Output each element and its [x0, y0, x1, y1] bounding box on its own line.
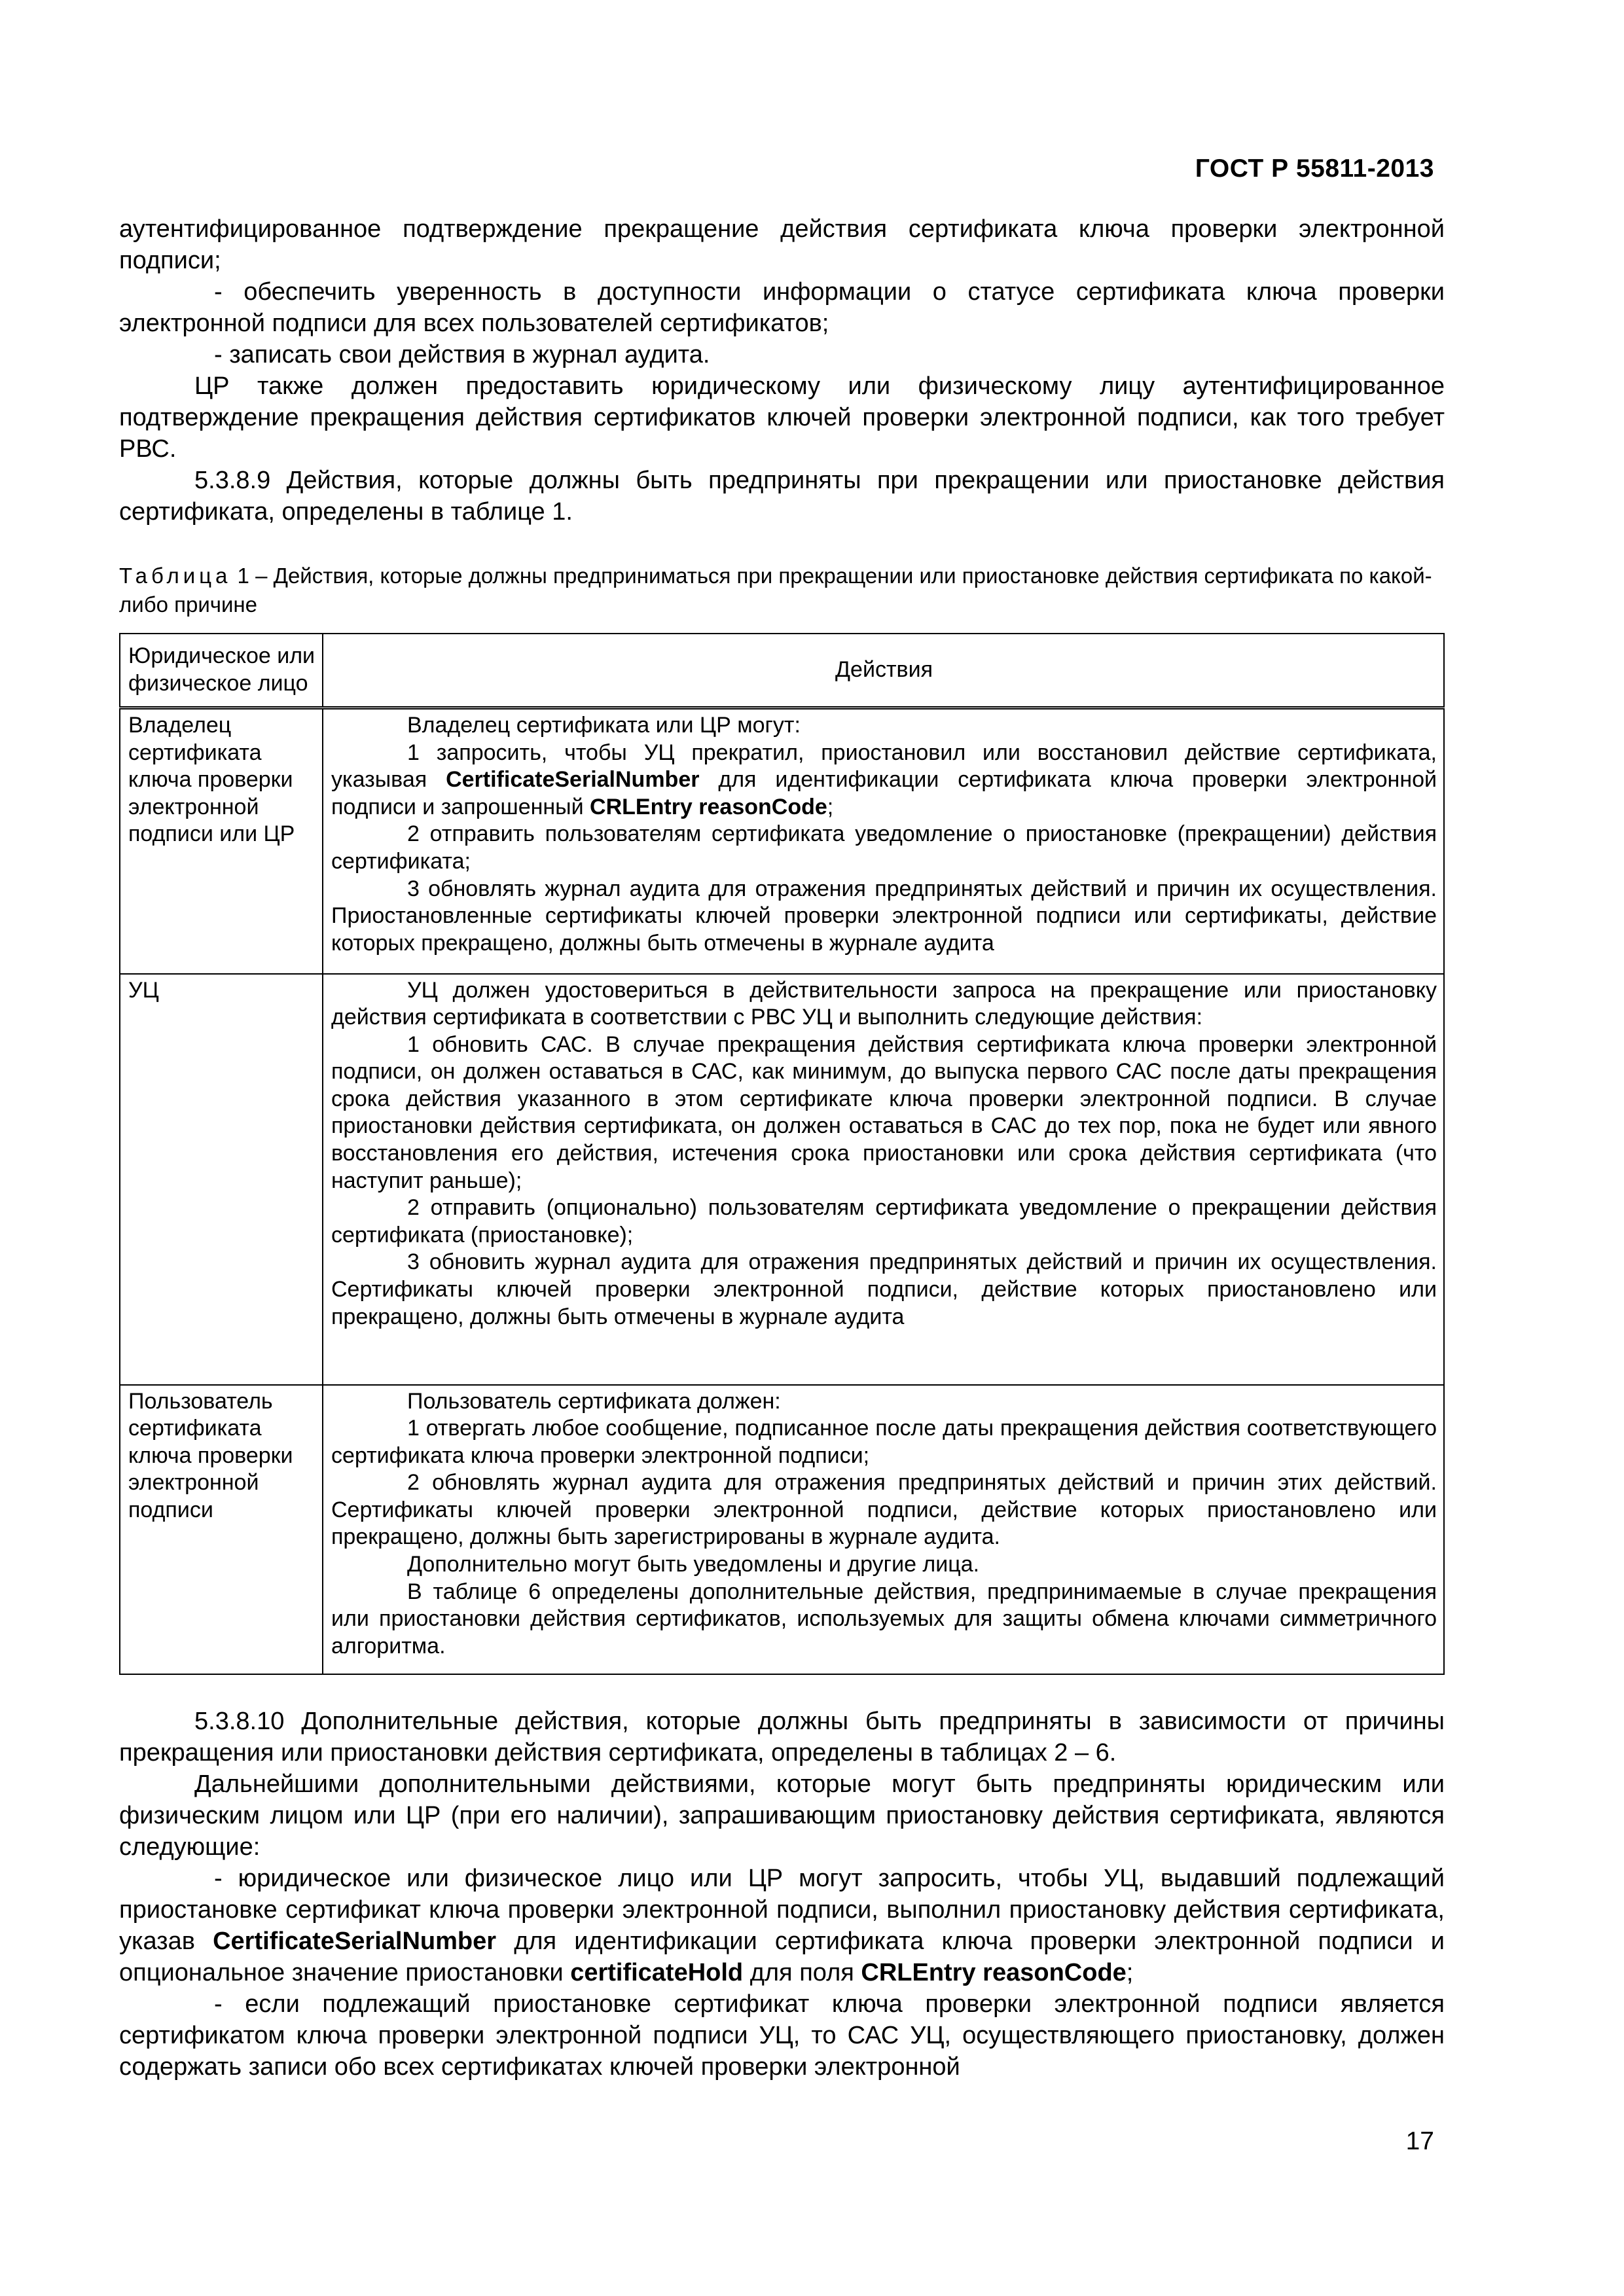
action-item: 1 обновить САС. В случае прекращения действия сертификата ключа проверки электронной подписи, он должен оставаться в САС, как минимум, до выпуска первого САС после даты прекращения срока действия указанного в этом сертификате ключа проверки электронной подписи. В случае приостановки действия сертификата, он должен оставаться в САС до тех пор, пока не будет или явного восстановления его действия, истечения срока приостановки или срока действия сертификата (что наступит раньше); [331, 1031, 1437, 1193]
action-item: В таблице 6 определены дополнительные действия, предпринимаемые в случае прекращения или приостановки действия сертификатов, используемых для защиты обмена ключами симметричного алгоритма. [331, 1579, 1437, 1659]
list-item: - если подлежащий приостановке сертификат ключа проверки электронной подписи является сертификатом ключа проверки электронной подписи УЦ, то САС УЦ, осуществляющего приостановку, должен содержать записи обо всех сертификатах ключей проверки электронной [119, 1990, 1445, 2081]
action-item: 1 запросить, чтобы УЦ прекратил, приостановил или восстановил действие сертификата, указывая CertificateSerialNumber для идентификации сертификата ключа проверки электронной подписи и запрошенный CRLEntry reasonCode; [331, 740, 1437, 819]
page-number: 17 [1405, 2127, 1434, 2155]
action-item: Дополнительно могут быть уведомлены и другие лица. [407, 1552, 980, 1577]
action-item: 3 обновлять журнал аудита для отражения предпринятых действий и причин их осуществления. Приостановленные сертификаты ключей проверки электронной подписи или сертификаты, действие которых прекращено, должны быть отмечены в журнале аудита [331, 876, 1437, 956]
list-item: - записать свои действия в журнал аудита. [214, 341, 710, 368]
paragraph: 5.3.8.9 Действия, которые должны быть предприняты при прекращении или приостановке действия сертификата, определены в таблице 1. [119, 467, 1445, 526]
entity-cell: УЦ [120, 974, 323, 1385]
paragraph: 5.3.8.10 Дополнительные действия, которые должны быть предприняты в зависимости от причины прекращения или приостановки действия сертификата, определены в таблицах 2 – 6. [119, 1708, 1445, 1767]
col-header-entity: Юридическое или физическое лицо [120, 634, 323, 708]
action-item: 2 отправить пользователям сертификата уведомление о приостановке (прекращении) действия сертификата; [331, 821, 1437, 874]
top-text-block [119, 213, 1445, 528]
action-item: 2 обновлять журнал аудита для отражения предпринятых действий и причин этих действий. Сертификаты ключей проверки электронной подписи, действие которых приостановлено или прекращено, должны быть зарегистрированы в журнале аудита. [331, 1470, 1437, 1550]
action-item: 2 отправить (опционально) пользователям сертификата уведомление о прекращении действия сертификата (приостановке); [331, 1195, 1437, 1247]
document-code-header: ГОСТ Р 55811-2013 [1195, 154, 1434, 183]
list-item: - обеспечить уверенность в доступности информации о статусе сертификата ключа проверки электронной подписи для всех пользователей сертификатов; [119, 278, 1445, 337]
table-row [120, 1385, 1444, 1674]
paragraph: ЦР также должен предоставить юридическому или физическому лицу аутентифицированное подтверждение прекращения действия сертификатов ключей проверки электронной подписи, как того требует РВС. [119, 372, 1445, 463]
entity-cell: Владелец сертификата ключа проверки электронной подписи или ЦР [120, 708, 323, 974]
table-caption-text: 1 – Действия, которые должны предприниматься при прекращении или приостановке действия сертификата по какой-либо причине [119, 564, 1432, 617]
list-item: - юридическое или физическое лицо или ЦР могут запросить, чтобы УЦ, выдавший подлежащий приостановке сертификат ключа проверки электронной подписи, выполнил приостановку действия сертификата, указав CertificateSerialNumber для идентификации сертификата ключа проверки электронной подписи и опциональное значение приостановки certificateHold для поля CRLEntry reasonCode; [119, 1865, 1445, 1986]
paragraph: аутентифицированное подтверждение прекращение действия сертификата ключа проверки электронной подписи; [119, 215, 1445, 274]
table-row [120, 708, 1444, 974]
table-header-row [120, 634, 1444, 708]
actions-cell [323, 1385, 1444, 1674]
entity-cell: Пользователь сертификата ключа проверки электронной подписи [120, 1385, 323, 1674]
table-caption [119, 562, 1445, 619]
bottom-text-block [119, 1706, 1445, 2083]
table-row [120, 974, 1444, 1385]
action-item: 3 обновить журнал аудита для отражения предпринятых действий и причин их осуществления. Сертификаты ключей проверки электронной подписи, действие которых приостановлено или прекращено, должны быть отмечены в журнале аудита [331, 1249, 1437, 1329]
action-intro: УЦ должен удостовериться в действительности запроса на прекращение или приостановку действия сертификата в соответствии с РВС УЦ и выполнить следующие действия: [331, 977, 1437, 1030]
col-header-actions: Действия [323, 634, 1444, 708]
action-intro: Владелец сертификата или ЦР могут: [407, 713, 801, 738]
actions-cell [323, 974, 1444, 1385]
actions-table [119, 633, 1445, 1675]
paragraph: Дальнейшими дополнительными действиями, которые могут быть предприняты юридическим или физическим лицом или ЦР (при его наличии), запрашивающим приостановку действия сертификата, являются следующие: [119, 1770, 1445, 1861]
table-caption-label: Таблица [119, 564, 232, 588]
actions-cell [323, 708, 1444, 974]
action-item: 1 отвергать любое сообщение, подписанное после даты прекращения действия соответствующего сертификата ключа проверки электронной подписи; [331, 1416, 1437, 1468]
action-intro: Пользователь сертификата должен: [407, 1388, 781, 1414]
